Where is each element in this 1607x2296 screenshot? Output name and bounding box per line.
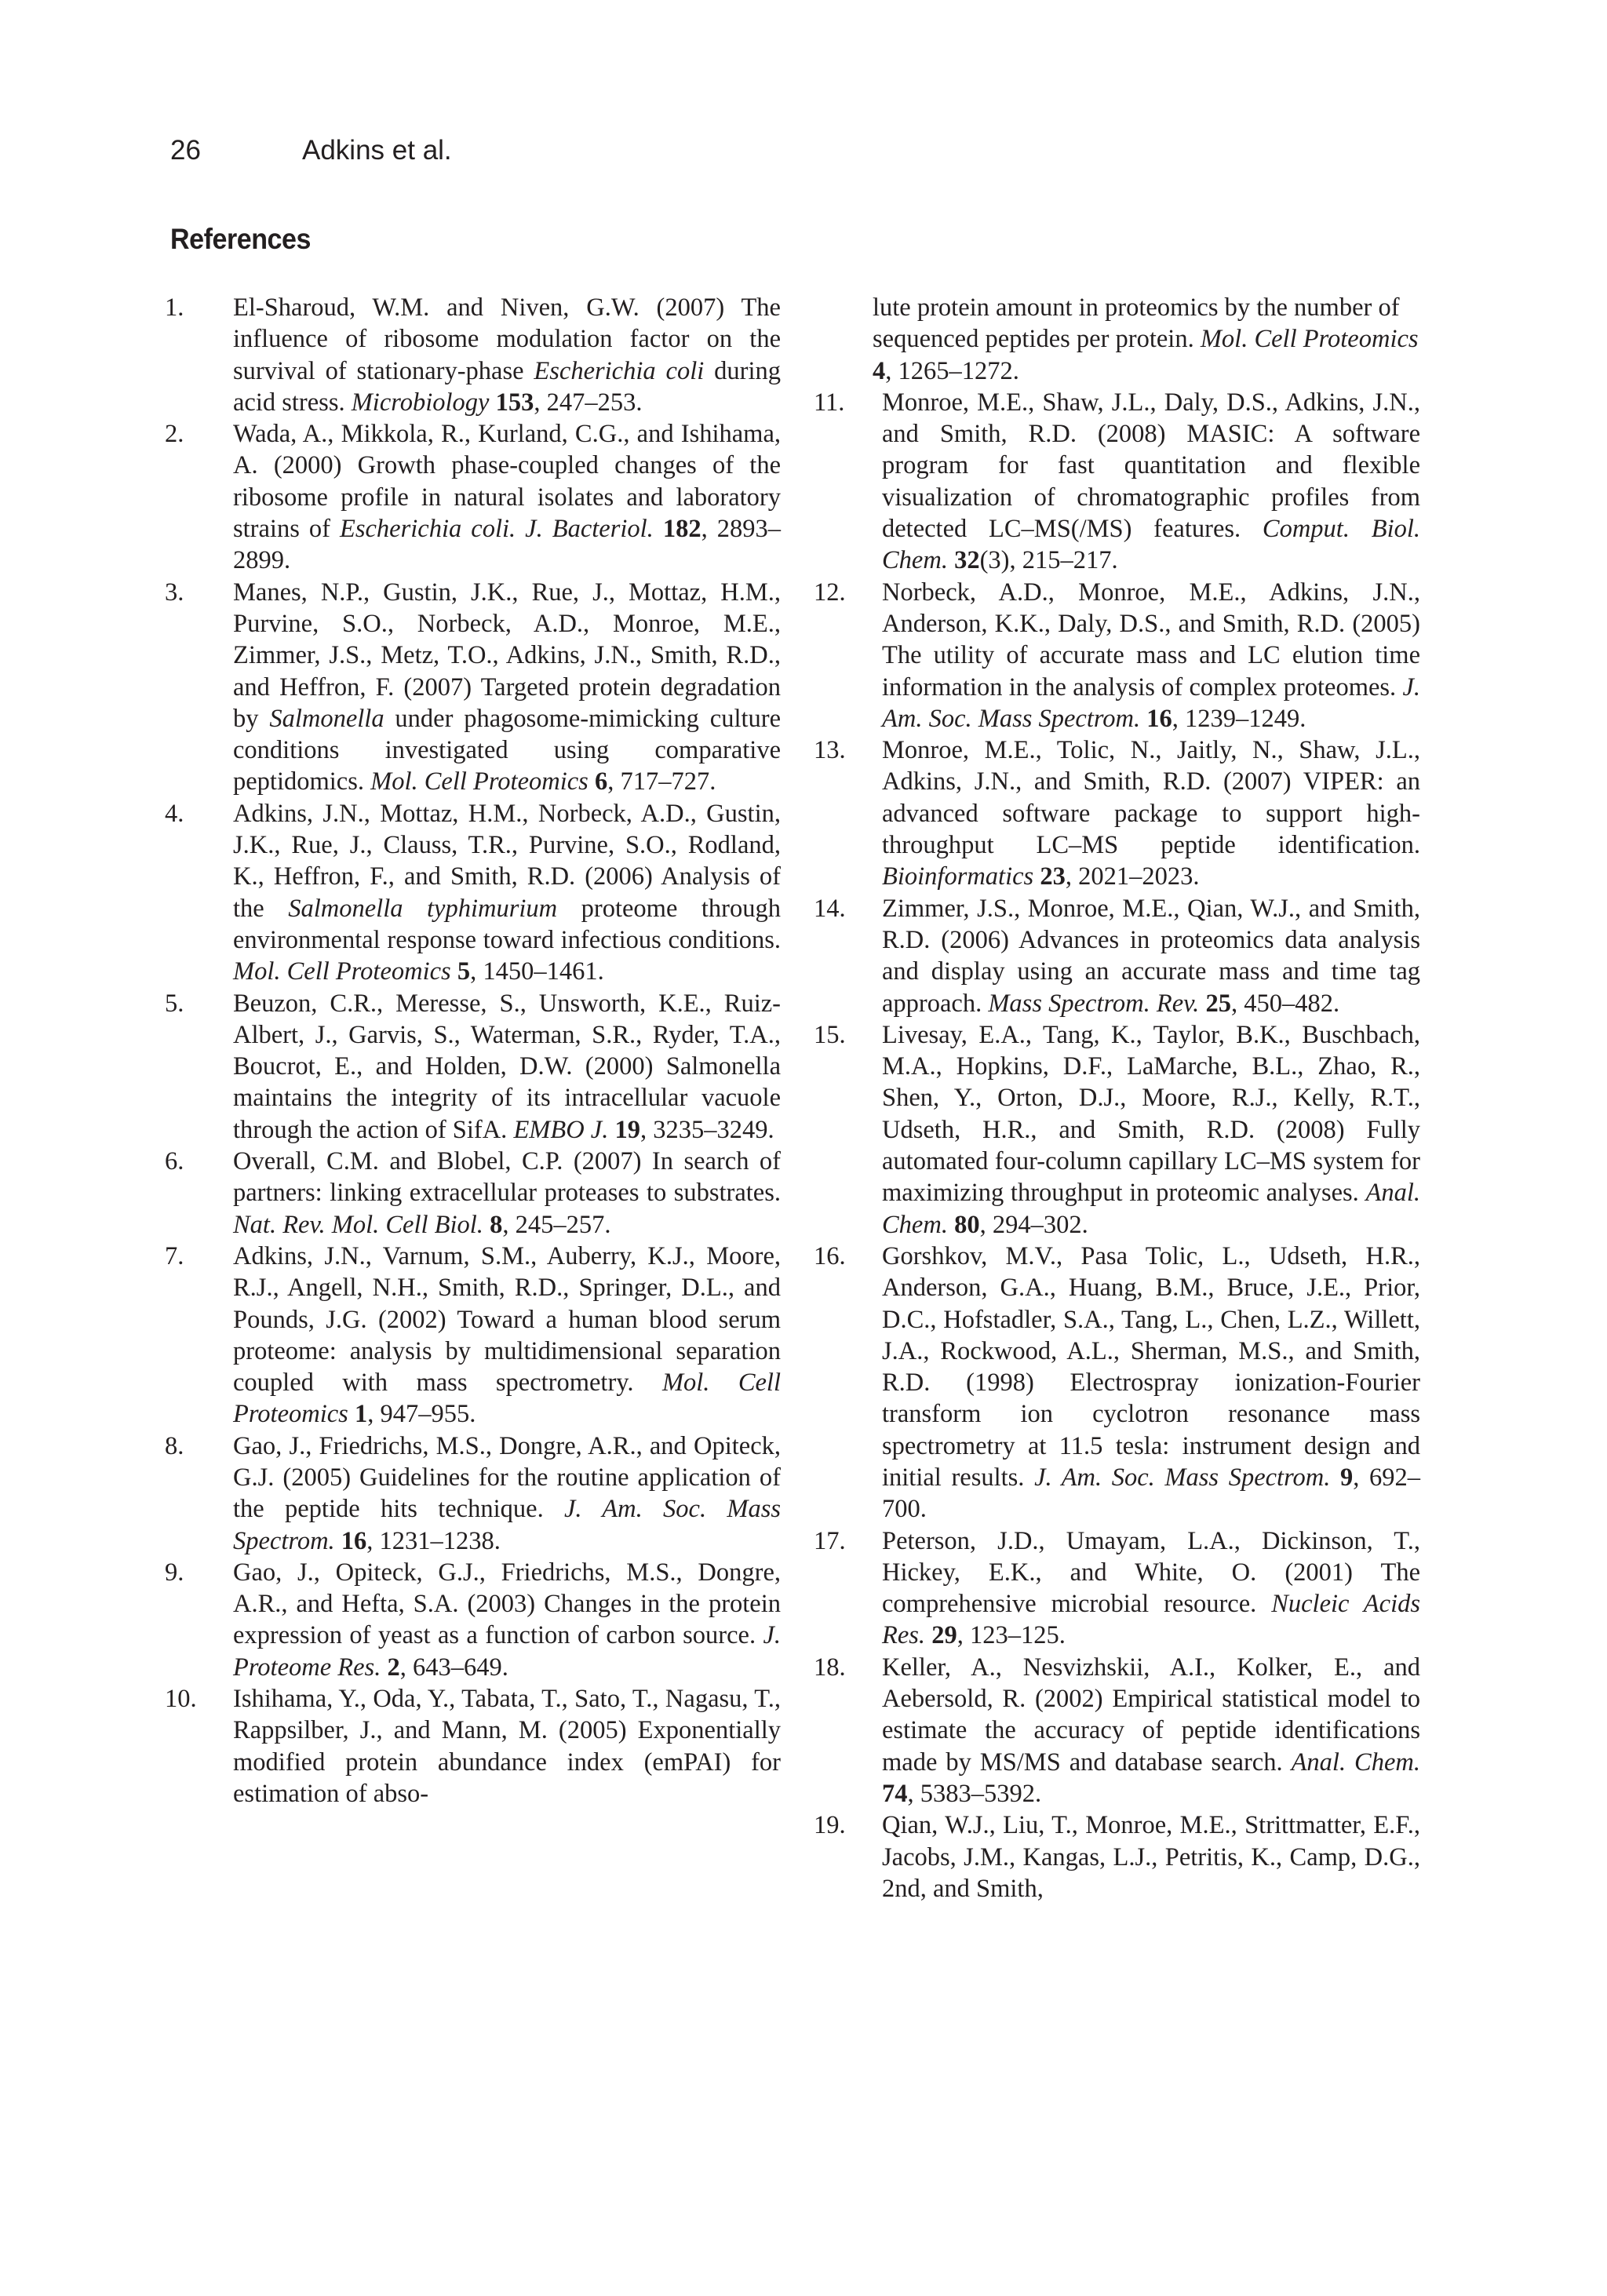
reference-item	[814, 893, 1420, 1019]
reference-continuation: lute protein amount in proteomics by the number of sequenced peptides per protein. Mol. Cell Proteomics 4, 1265–1272.	[873, 293, 1419, 385]
running-head: Adkins et al.	[302, 135, 452, 166]
references-heading: References	[170, 223, 311, 255]
reference-number: 1.	[165, 293, 184, 322]
reference-item	[165, 1683, 781, 1809]
reference-text: Zimmer, J.S., Monroe, M.E., Qian, W.J., and Smith, R.D. (2006) Advances in proteomics data analysis and display using an accurate mass and time tag approach. Mass Spectrom. Rev. 25, 450–482.	[882, 894, 1420, 1018]
references-column-right	[814, 292, 1420, 1904]
reference-number: 10.	[165, 1685, 197, 1714]
reference-item	[814, 1525, 1420, 1652]
references-column-left	[165, 292, 781, 1809]
page-number: 26	[170, 135, 201, 166]
reference-item	[165, 418, 781, 576]
reference-text: Wada, A., Mikkola, R., Kurland, C.G., and Ishihama, A. (2000) Growth phase-coupled changes of the ribosome profile in natural isolates and laboratory strains of Escherichia coli. J. Bacteriol. 182, 2893–2899.	[233, 420, 781, 575]
reference-item	[165, 1430, 781, 1557]
reference-number: 14.	[814, 894, 846, 923]
reference-number: 9.	[165, 1558, 184, 1587]
reference-text: Monroe, M.E., Tolic, N., Jaitly, N., Shaw, J.L., Adkins, J.N., and Smith, R.D. (2007) VIPER: an advanced software package to support high-throughput LC–MS peptide identification. Bioinformatics 23, 2021–2023.	[882, 736, 1420, 891]
reference-text: Ishihama, Y., Oda, Y., Tabata, T., Sato, T., Nagasu, T., Rappsilber, J., and Mann, M. (2005) Exponentially modified protein abundance index (emPAI) for estimation of abso-	[233, 1685, 781, 1808]
reference-text: Gao, J., Friedrichs, M.S., Dongre, A.R., and Opiteck, G.J. (2005) Guidelines for the routine application of the peptide hits technique. J. Am. Soc. Mass Spectrom. 16, 1231–1238.	[233, 1431, 781, 1555]
reference-text: Overall, C.M. and Blobel, C.P. (2007) In search of partners: linking extracellular proteases to substrates. Nat. Rev. Mol. Cell Biol. 8, 245–257.	[233, 1147, 781, 1239]
reference-item	[814, 1809, 1420, 1904]
reference-text: Livesay, E.A., Tang, K., Taylor, B.K., Buschbach, M.A., Hopkins, D.F., LaMarche, B.L., Zhao, R., Shen, Y., Orton, D.J., Moore, R.J., Kelly, R.T., Udseth, H.R., and Smith, R.D. (2008) Fully automated four-column capillary LC–MS system for maximizing throughput in proteomic analyses. Anal. Chem. 80, 294–302.	[882, 1020, 1420, 1239]
reference-item	[814, 1652, 1420, 1809]
reference-text: Keller, A., Nesvizhskii, A.I., Kolker, E., and Aebersold, R. (2002) Empirical statistical model to estimate the accuracy of peptide identifications made by MS/MS and database search. Anal. Chem. 74, 5383–5392.	[882, 1653, 1420, 1808]
reference-text: Qian, W.J., Liu, T., Monroe, M.E., Strittmatter, E.F., Jacobs, J.M., Kangas, L.J., Petritis, K., Camp, D.G., 2nd, and Smith,	[882, 1811, 1420, 1903]
reference-text: Adkins, J.N., Varnum, S.M., Auberry, K.J., Moore, R.J., Angell, N.H., Smith, R.D., Springer, D.L., and Pounds, J.G. (2002) Toward a human blood serum proteome: analysis by multidimensional separation coupled with mass spectrometry. Mol. Cell Proteomics 1, 947–955.	[233, 1241, 781, 1429]
reference-item	[165, 1557, 781, 1683]
reference-number: 8.	[165, 1431, 184, 1460]
reference-text: Monroe, M.E., Shaw, J.L., Daly, D.S., Adkins, J.N., and Smith, R.D. (2008) MASIC: A software program for fast quantitation and flexible visualization of chromatographic profiles from detected LC–MS(/MS) features. Comput. Biol. Chem. 32(3), 215–217.	[882, 388, 1420, 575]
reference-number: 15.	[814, 1020, 846, 1049]
reference-number: 13.	[814, 736, 846, 765]
reference-item	[165, 798, 781, 988]
reference-number: 2.	[165, 420, 184, 449]
reference-number: 3.	[165, 578, 184, 607]
reference-item	[165, 577, 781, 798]
reference-number: 11.	[814, 388, 845, 417]
reference-text: Gorshkov, M.V., Pasa Tolic, L., Udseth, H.R., Anderson, G.A., Huang, B.M., Bruce, J.E., Prior, D.C., Hofstadler, S.A., Tang, L., Chen, L.Z., Willett, J.A., Rockwood, A.L., Sherman, M.S., and Smith, R.D. (1998) Electrospray ionization-Fourier transform ion cyclotron resonance mass spectrometry at 11.5 tesla: instrument design and initial results. J. Am. Soc. Mass Spectrom. 9, 692–700.	[882, 1241, 1421, 1524]
reference-number: 16.	[814, 1241, 846, 1270]
reference-number: 4.	[165, 799, 184, 828]
reference-item	[165, 1146, 781, 1241]
reference-text: Beuzon, C.R., Meresse, S., Unsworth, K.E., Ruiz-Albert, J., Garvis, S., Waterman, S.R., Ryder, T.A., Boucrot, E., and Holden, D.W. (2000) Salmonella maintains the integrity of its intracellular vacuole through the action of SifA. EMBO J. 19, 3235–3249.	[233, 989, 781, 1144]
reference-text: Adkins, J.N., Mottaz, H.M., Norbeck, A.D., Gustin, J.K., Rue, J., Clauss, T.R., Purvine, S.O., Rodland, K., Heffron, F., and Smith, R.D. (2006) Analysis of the Salmonella typhimurium proteome through environmental response toward infectious conditions. Mol. Cell Proteomics 5, 1450–1461.	[233, 799, 781, 986]
reference-number: 17.	[814, 1526, 846, 1555]
reference-item	[165, 292, 781, 418]
reference-text: El-Sharoud, W.M. and Niven, G.W. (2007) The influence of ribosome modulation factor on the survival of stationary-phase Escherichia coli during acid stress. Microbiology 153, 247–253.	[233, 293, 781, 417]
reference-item	[814, 577, 1420, 734]
reference-item	[165, 988, 781, 1146]
reference-item	[814, 1241, 1420, 1525]
reference-item	[814, 387, 1420, 577]
reference-text: Manes, N.P., Gustin, J.K., Rue, J., Mottaz, H.M., Purvine, S.O., Norbeck, A.D., Monroe, M.E., Zimmer, J.S., Metz, T.O., Adkins, J.N., Smith, R.D., and Heffron, F. (2007) Targeted protein degradation by Salmonella under phagosome-mimicking culture conditions investigated using comparative peptidomics. Mol. Cell Proteomics 6, 717–727.	[233, 578, 782, 796]
reference-item	[814, 1019, 1420, 1241]
reference-number: 19.	[814, 1811, 846, 1840]
reference-number: 12.	[814, 578, 846, 607]
reference-text: Norbeck, A.D., Monroe, M.E., Adkins, J.N., Anderson, K.K., Daly, D.S., and Smith, R.D. (2005) The utility of accurate mass and LC elution time information in the analysis of complex proteomes. J. Am. Soc. Mass Spectrom. 16, 1239–1249.	[882, 578, 1420, 733]
reference-text: Gao, J., Opiteck, G.J., Friedrichs, M.S., Dongre, A.R., and Hefta, S.A. (2003) Changes in the protein expression of yeast as a function of carbon source. J. Proteome Res. 2, 643–649.	[233, 1558, 781, 1682]
reference-number: 18.	[814, 1653, 846, 1682]
reference-item	[814, 734, 1420, 892]
reference-item	[165, 1241, 781, 1430]
reference-number: 7.	[165, 1241, 184, 1270]
reference-number: 6.	[165, 1147, 184, 1176]
reference-text: Peterson, J.D., Umayam, L.A., Dickinson, T., Hickey, E.K., and White, O. (2001) The comprehensive microbial resource. Nucleic Acids Res. 29, 123–125.	[882, 1526, 1420, 1650]
reference-number: 5.	[165, 989, 184, 1018]
